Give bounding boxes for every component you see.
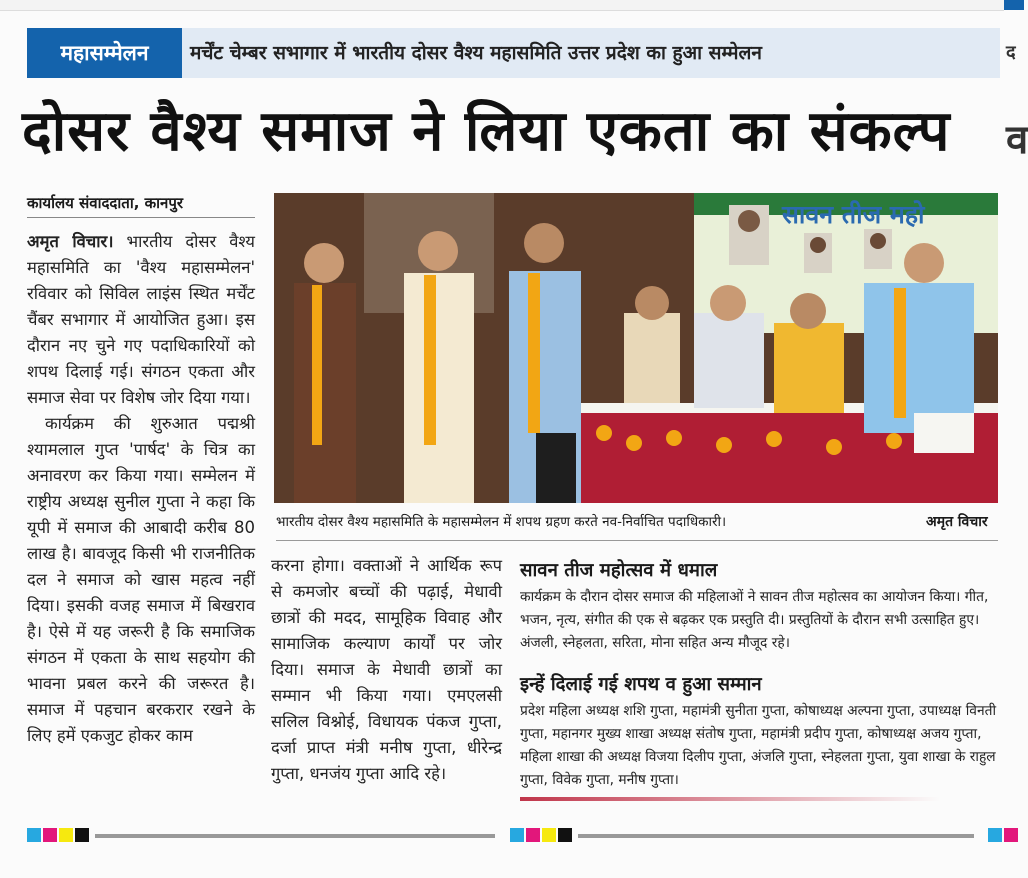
event-photo <box>274 193 998 503</box>
photo-banner-text: सावन तीज महो <box>782 200 925 229</box>
byline: कार्यालय संवाददाता, कानपुर <box>27 194 184 212</box>
box1-title: सावन तीज महोत्सव में धमाल <box>520 560 718 581</box>
box1-text: कार्यक्रम के दौरान दोसर समाज की महिलाओं ने सावन तीज महोत्सव का आयोजन किया। गीत, भजन, नृत्य, संगीत की एक से बढ़कर एक प्रस्तुति दी। प्रस्तुतियों के दौरान सभी उत्साहित हुए। अंजली, स्नेहलता, सरिता, मोना सहित अन्य मौजूद रहे। <box>520 589 989 651</box>
photo-credit: अमृत विचार <box>926 514 988 530</box>
dateline: अमृत विचार। <box>27 232 114 251</box>
stage-illustration <box>274 193 998 503</box>
section-tag: महासम्मेलन <box>27 28 182 78</box>
byline-rule <box>27 217 255 218</box>
box2-underline <box>520 797 940 801</box>
photo-caption: भारतीय दोसर वैश्य महासमिति के महासम्मेलन में शपथ ग्रहण करते नव-निर्वाचित पदाधिकारी। <box>276 514 727 530</box>
box2-text: प्रदेश महिला अध्यक्ष शशि गुप्ता, महामंत्री सुनीता गुप्ता, कोषाध्यक्ष अल्पना गुप्ता, उपाध्यक्ष विनती गुप्ता, महानगर मुख्य शाखा अध्यक्ष संतोष गुप्ता, महामंत्री प्रदीप गुप्ता, कोषाध्यक्ष अजय गुप्ता, महिला शाखा की अध्यक्ष विजया दिलीप गुप्ता, अंजलि गुप्ता, स्नेहलता गुप्ता, युवा शाखा के राहुल गुप्ता, विवेक गुप्ता, मनीष गुप्ता। <box>520 703 997 788</box>
registration-marks <box>0 828 1024 844</box>
adjacent-page-edge: द व <box>1004 0 1024 878</box>
caption-rule <box>276 540 998 541</box>
kicker-text: मर्चेंट चेम्बर सभागार में भारतीय दोसर वैश्य महासमिति उत्तर प्रदेश का हुआ सम्मेलन <box>190 42 762 64</box>
box2-title: इन्हें दिलाई गई शपथ व हुआ सम्मान <box>520 674 762 695</box>
para-2: कार्यक्रम की शुरुआत पद्मश्री श्यामलाल गुप्त 'पार्षद' के चित्र का अनावरण कर किया गया। सम्मेलन में राष्ट्रीय अध्यक्ष सुनील गुप्ता ने कहा कि यूपी में समाज की आबादी करीब 80 लाख है। बावजूद किसी भी राजनीतिक दल ने समाज को खास महत्व नहीं दिया। इसकी वजह समाज में बिखराव है। ऐसे में यह जरूरी है कि समाजिक संगठन में एकता के साथ सहयोग की भावना प्रबल करने की जरूरत है। समाज में पहचान बरकरार रखने के लिए हमें एकजुट होकर काम <box>27 414 255 745</box>
article-column-1 <box>27 229 255 829</box>
previous-article-strip <box>0 0 1024 11</box>
headline: दोसर वैश्य समाज ने लिया एकता का संकल्प <box>22 99 951 164</box>
article-column-2: करना होगा। वक्ताओं ने आर्थिक रूप से कमजोर बच्चों की पढ़ाई, मेधावी छात्रों की मदद, सामूहिक विवाह और सामाजिक कल्याण कार्यों पर जोर दिया। समाज के मेधावी छात्रों का सम्मान भी किया गया। एमएलसी सलिल विश्नोई, विधायक पंकज गुप्ता, दर्जा प्राप्त मंत्री मनीष गुप्ता, धीरेन्द्र गुप्ता, धनजंय गुप्ता आदि रहे। <box>271 556 502 783</box>
para-1: भारतीय दोसर वैश्य महासमिति का 'वैश्य महासम्मेलन' रविवार को सिविल लाइंस स्थित मर्चेंट चैंबर सभागार में आयोजित हुआ। इस दौरान नए चुने गए पदाधिकारियों को शपथ दिलाई गई। संगठन एकता और समाज सेवा पर विशेष जोर दिया गया। <box>27 232 255 407</box>
